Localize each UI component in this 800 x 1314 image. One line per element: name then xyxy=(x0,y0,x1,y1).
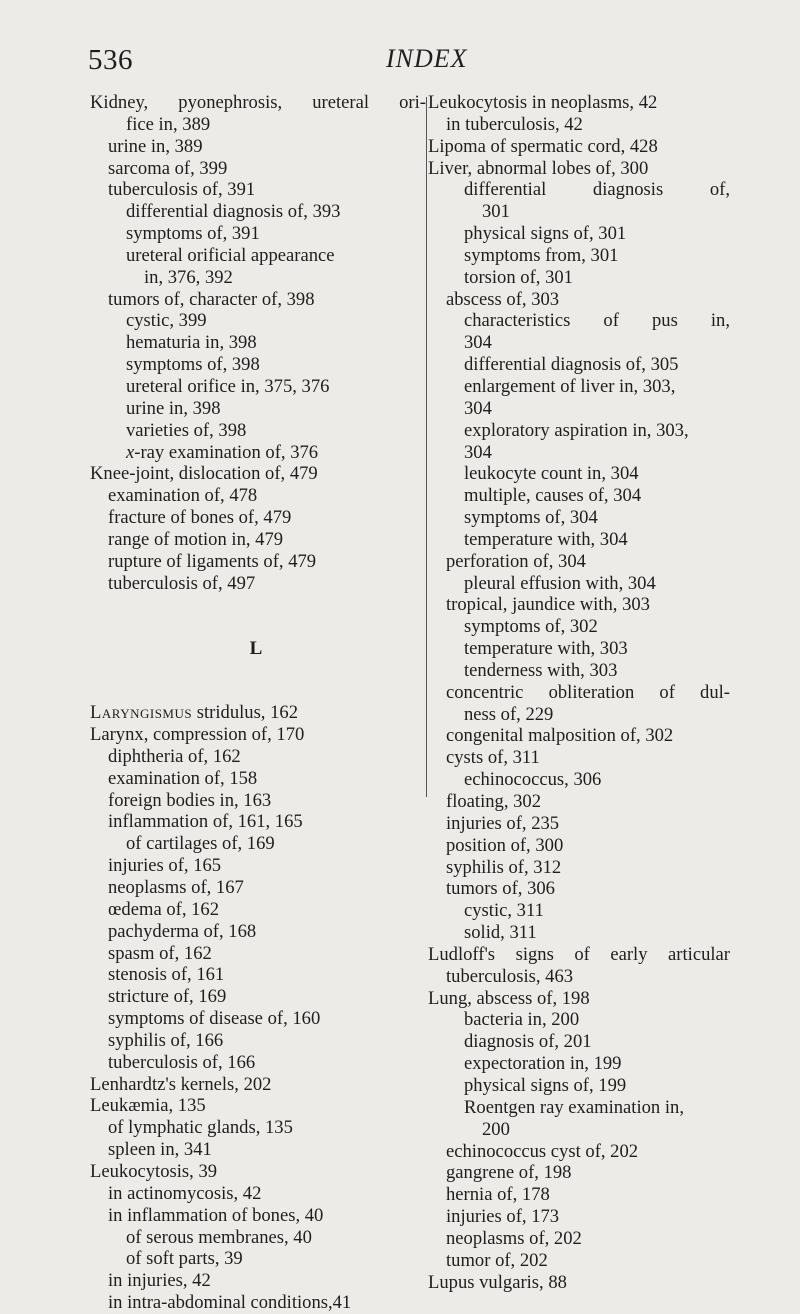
index-entry: enlargement of liver in, 303, xyxy=(464,375,676,397)
entry-text: stridulus, 162 xyxy=(192,702,298,724)
index-entry: abscess of, 303 xyxy=(446,288,560,310)
index-entry: tenderness with, 303 xyxy=(464,659,618,681)
index-entry: injuries of, 173 xyxy=(446,1206,560,1228)
index-entry: cystic, 399 xyxy=(126,310,207,332)
index-entry: Larynx, compression of, 170 xyxy=(90,724,305,746)
index-entry: Lipoma of spermatic cord, 428 xyxy=(428,135,658,157)
index-entry: ureteral orificial appearance xyxy=(126,244,335,266)
index-entry: hematuria in, 398 xyxy=(126,332,257,354)
index-entry: stricture of, 169 xyxy=(108,986,227,1008)
index-entry: Leukocytosis in neoplasms, 42 xyxy=(428,92,658,113)
index-entry: 304 xyxy=(464,397,492,419)
index-entry: Knee-joint, dislocation of, 479 xyxy=(90,463,318,485)
index-entry: tuberculosis of, 497 xyxy=(108,572,256,594)
index-entry: syphilis of, 166 xyxy=(108,1029,224,1051)
left-column xyxy=(90,92,426,1314)
index-entry: symptoms of, 302 xyxy=(464,616,598,638)
index-entry: perforation of, 304 xyxy=(446,550,586,572)
index-entry: Leukæmia, 135 xyxy=(90,1095,206,1117)
index-entry: tumors of, character of, 398 xyxy=(108,288,315,310)
index-entry: in injuries, 42 xyxy=(108,1270,211,1292)
index-entry: characteristics of pus in, xyxy=(464,310,730,332)
index-entry: Ludloff's signs of early articular xyxy=(428,943,730,965)
index-entry: torsion of, 301 xyxy=(464,266,573,288)
index-entry: Roentgen ray examination in, xyxy=(464,1096,684,1118)
index-entry: 304 xyxy=(464,332,492,354)
index-entry: echinococcus cyst of, 202 xyxy=(446,1140,639,1162)
index-entry: in tuberculosis, 42 xyxy=(446,113,583,135)
index-entry: Lenhardtz's kernels, 202 xyxy=(90,1073,272,1095)
index-entry: differential diagnosis of, 393 xyxy=(126,201,341,223)
index-entry: symptoms of, 304 xyxy=(464,507,598,529)
index-entry: tuberculosis, 463 xyxy=(446,965,574,987)
index-entry: of serous membranes, 40 xyxy=(126,1226,312,1248)
index-entry: urine in, 398 xyxy=(126,397,221,419)
index-entry: 200 xyxy=(482,1118,510,1140)
index-entry: urine in, 389 xyxy=(108,135,203,157)
column-divider xyxy=(426,97,427,797)
index-entry: injuries of, 235 xyxy=(446,812,560,834)
running-title: INDEX xyxy=(386,44,468,73)
index-entry: spleen in, 341 xyxy=(108,1139,212,1161)
index-entry: tumors of, 306 xyxy=(446,878,555,900)
index-entry: tuberculosis of, 391 xyxy=(108,179,256,201)
index-entry: in actinomycosis, 42 xyxy=(108,1182,262,1204)
index-entry: multiple, causes of, 304 xyxy=(464,485,642,507)
index-entry: foreign bodies in, 163 xyxy=(108,789,272,811)
index-entry: Lupus vulgaris, 88 xyxy=(428,1271,567,1293)
index-entry: echinococcus, 306 xyxy=(464,769,602,791)
index-entry: 301 xyxy=(482,201,510,223)
index-entry: Kidney, pyonephrosis, ureteral ori- xyxy=(90,92,426,113)
index-entry: spasm of, 162 xyxy=(108,942,212,964)
italic-x: x xyxy=(126,441,135,463)
index-entry: rupture of ligaments of, 479 xyxy=(108,550,317,572)
index-entry: temperature with, 303 xyxy=(464,638,628,660)
index-entry: syphilis of, 312 xyxy=(446,856,562,878)
index-entry: diagnosis of, 201 xyxy=(464,1031,592,1053)
index-entry: cysts of, 311 xyxy=(446,747,540,769)
index-entry: Liver, abnormal lobes of, 300 xyxy=(428,157,649,179)
index-entry: of lymphatic glands, 135 xyxy=(108,1117,293,1139)
index-entry: examination of, 158 xyxy=(108,767,258,789)
index-entry: gangrene of, 198 xyxy=(446,1162,572,1184)
index-entry: œdema of, 162 xyxy=(108,898,220,920)
index-entry: Leukocytosis, 39 xyxy=(90,1160,218,1182)
index-entry: fice in, 389 xyxy=(126,113,211,135)
index-entry: stenosis of, 161 xyxy=(108,964,225,986)
index-entry: range of motion in, 479 xyxy=(108,528,284,550)
index-entry: expectoration in, 199 xyxy=(464,1053,622,1075)
index-entry: position of, 300 xyxy=(446,834,564,856)
index-entry: differential diagnosis of, 305 xyxy=(464,354,679,376)
index-entry: ureteral orifice in, 375, 376 xyxy=(126,375,330,397)
index-entry: bacteria in, 200 xyxy=(464,1009,580,1031)
index-entry: diphtheria of, 162 xyxy=(108,745,241,767)
index-entry: tuberculosis of, 166 xyxy=(108,1051,256,1073)
index-entry: examination of, 478 xyxy=(108,485,258,507)
index-entry: pachyderma of, 168 xyxy=(108,920,257,942)
index-entry: differential diagnosis of, xyxy=(464,179,730,201)
index-entry: of cartilages of, 169 xyxy=(126,833,275,855)
index-entry: inflammation of, 161, 165 xyxy=(108,811,303,833)
index-entry: leukocyte count in, 304 xyxy=(464,463,639,485)
small-caps-head: Laryngismus xyxy=(90,702,193,724)
index-entry: symptoms of disease of, 160 xyxy=(108,1008,321,1030)
index-entry: floating, 302 xyxy=(446,791,542,812)
page-number: 536 xyxy=(88,44,133,76)
index-entry: 304 xyxy=(464,441,492,463)
index-entry: cystic, 311 xyxy=(464,900,544,922)
index-entry: physical signs of, 199 xyxy=(464,1074,627,1096)
index-entry: fracture of bones of, 479 xyxy=(108,507,292,529)
right-column xyxy=(428,92,730,1293)
index-entry: symptoms of, 391 xyxy=(126,223,260,245)
index-entry: exploratory aspiration in, 303, xyxy=(464,419,689,441)
index-entry: temperature with, 304 xyxy=(464,528,628,550)
index-entry: pleural effusion with, 304 xyxy=(464,572,656,594)
index-entry: symptoms from, 301 xyxy=(464,244,619,266)
index-entry: physical signs of, 301 xyxy=(464,223,627,245)
index-entry: in inflammation of bones, 40 xyxy=(108,1204,324,1226)
section-letter: L xyxy=(249,638,263,660)
index-entry: tumor of, 202 xyxy=(446,1249,548,1271)
index-entry: in intra-abdominal conditions,41 xyxy=(108,1292,352,1314)
index-entry: Lung, abscess of, 198 xyxy=(428,987,590,1009)
index-entry: neoplasms of, 167 xyxy=(108,877,244,898)
index-entry: neoplasms of, 202 xyxy=(446,1227,582,1249)
index-entry: congenital malposition of, 302 xyxy=(446,725,674,747)
index-entry: solid, 311 xyxy=(464,922,537,944)
index-entry: concentric obliteration of dul- xyxy=(446,681,730,703)
index-entry: sarcoma of, 399 xyxy=(108,157,228,179)
index-entry: ness of, 229 xyxy=(464,703,554,725)
index-entry: hernia of, 178 xyxy=(446,1184,550,1206)
entry-text: -ray examination of, 376 xyxy=(134,441,319,463)
index-entry: tropical, jaundice with, 303 xyxy=(446,594,650,616)
index-entry: in, 376, 392 xyxy=(144,266,233,288)
index-entry: injuries of, 165 xyxy=(108,855,222,877)
index-entry: symptoms of, 398 xyxy=(126,354,260,376)
index-entry: of soft parts, 39 xyxy=(126,1248,243,1270)
index-entry: varieties of, 398 xyxy=(126,419,247,441)
index-entry xyxy=(90,702,426,724)
index-entry xyxy=(90,442,426,464)
